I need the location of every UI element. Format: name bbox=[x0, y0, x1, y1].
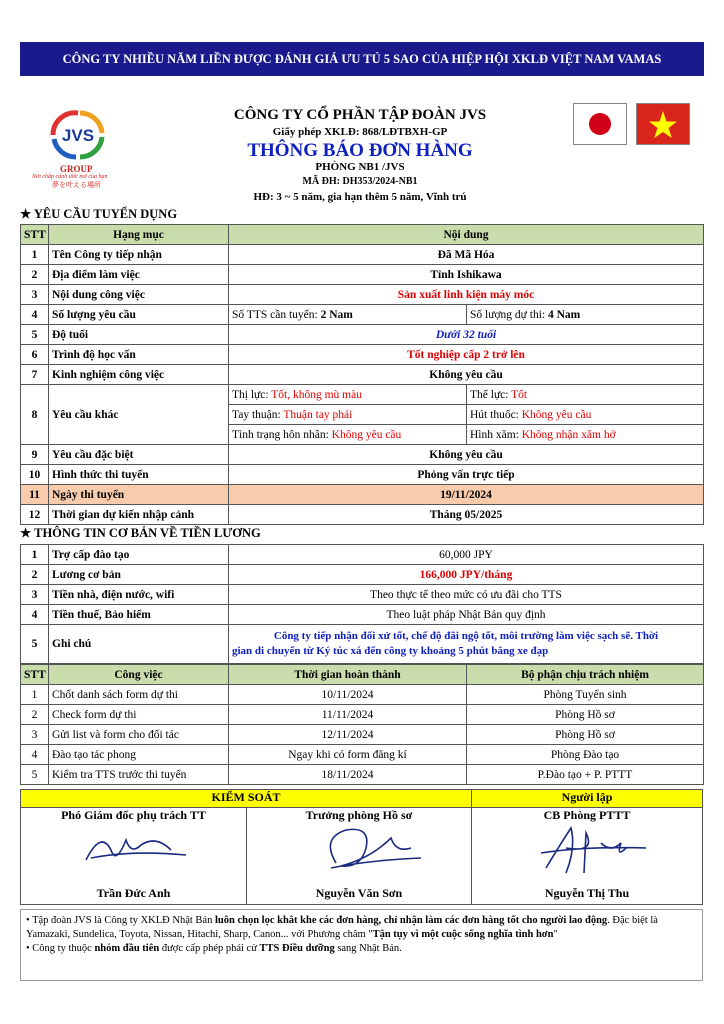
row-value: Không yêu cầu bbox=[229, 445, 704, 465]
row-number: 12 bbox=[21, 505, 49, 525]
row-number: 3 bbox=[21, 285, 49, 305]
contract-term: HĐ: 3 ~ 5 năm, gia hạn thêm 5 năm, Vĩnh trú bbox=[253, 191, 467, 203]
row-value: 19/11/2024 bbox=[229, 485, 704, 505]
candidates-count: Số lượng dự thi: 4 Nam bbox=[467, 305, 704, 325]
signature-block bbox=[20, 789, 703, 905]
task-department: Phòng Hồ sơ bbox=[467, 705, 704, 725]
table-row bbox=[21, 605, 704, 625]
note-2: • Công ty thuộc nhóm đầu tiên được cấp phép phái cử TTS Điều dưỡng sang Nhật Bản. bbox=[26, 943, 402, 954]
note-1: • Tập đoàn JVS là Công ty XKLĐ Nhật Bản luôn chọn lọc khắt khe các đơn hàng, chỉ nhận làm các đơn hàng tốt cho người lao động. Đặc biệt là Yamazaki, Sundelica, Toyota, Nissan, Hitachi, Sharp, Canon... với Phương châm "Tận tụy vì một cuộc sống nghĩa tình hơn" bbox=[26, 915, 658, 940]
row-number: 10 bbox=[21, 465, 49, 485]
col-stt: STT bbox=[21, 225, 49, 245]
row-value: 60,000 JPY bbox=[229, 545, 704, 565]
row-value: Sản xuất linh kiện máy móc bbox=[229, 285, 704, 305]
vietnam-flag-icon bbox=[636, 103, 690, 145]
section-recruitment-requirements: ★ YÊU CẦU TUYỂN DỤNG bbox=[20, 207, 178, 221]
table-row bbox=[21, 765, 704, 785]
table-row bbox=[21, 745, 704, 765]
row-number: 4 bbox=[21, 605, 49, 625]
task-department: P.Đào tạo + P. PTTT bbox=[467, 765, 704, 785]
document-title: THÔNG BÁO ĐƠN HÀNG bbox=[247, 140, 473, 161]
task-deadline: 11/11/2024 bbox=[229, 705, 467, 725]
task-deadline: 12/11/2024 bbox=[229, 725, 467, 745]
table-row bbox=[21, 545, 704, 565]
tattoo: Hình xăm: Không nhận xăm hở bbox=[467, 425, 704, 445]
row-label: Ghi chú bbox=[49, 625, 229, 664]
table-row bbox=[21, 325, 704, 345]
footer-notes bbox=[20, 909, 703, 981]
col-task: Công việc bbox=[49, 665, 229, 685]
table-row bbox=[21, 685, 704, 705]
row-value: Tháng 05/2025 bbox=[229, 505, 704, 525]
row-number: 6 bbox=[21, 345, 49, 365]
row-number: 5 bbox=[21, 765, 49, 785]
task-name: Chốt danh sách form dự thi bbox=[49, 685, 229, 705]
table-row bbox=[21, 445, 704, 465]
table-row bbox=[21, 345, 704, 365]
row-number: 1 bbox=[21, 245, 49, 265]
table-row bbox=[21, 585, 704, 605]
row-number: 1 bbox=[21, 545, 49, 565]
task-deadline: 18/11/2024 bbox=[229, 765, 467, 785]
svg-text:JVS: JVS bbox=[61, 126, 95, 145]
row-label: Trợ cấp đào tạo bbox=[49, 545, 229, 565]
row-number: 5 bbox=[21, 325, 49, 345]
table-row bbox=[21, 265, 704, 285]
row-label: Địa điểm làm việc bbox=[49, 265, 229, 285]
row-number: 5 bbox=[21, 625, 49, 664]
department: PHÒNG NB1 /JVS bbox=[315, 161, 405, 173]
table-row bbox=[21, 385, 704, 405]
col-category: Hạng mục bbox=[49, 225, 229, 245]
row-value: 166,000 JPY/tháng bbox=[229, 565, 704, 585]
row-number: 2 bbox=[21, 565, 49, 585]
row-value: Tỉnh Ishikawa bbox=[229, 265, 704, 285]
role-deputy-director: Phó Giám đốc phụ trách TT bbox=[61, 808, 206, 822]
task-name: Check form dự thi bbox=[49, 705, 229, 725]
col-stt: STT bbox=[21, 665, 49, 685]
notes-value: Công ty tiếp nhận đối xử tốt, chế độ đãi ngộ tốt, môi trường làm việc sạch sẽ. Thời gian di chuyển từ Ký túc xá đến công ty khoảng 5 phút bằng xe đạp bbox=[229, 625, 704, 664]
signer-name-3: Nguyễn Thị Thu bbox=[544, 886, 630, 900]
row-label: Kinh nghiệm công việc bbox=[49, 365, 229, 385]
row-label: Số lượng yêu cầu bbox=[49, 305, 229, 325]
row-label: Ngày thi tuyển bbox=[49, 485, 229, 505]
recruitment-table bbox=[20, 224, 704, 525]
license-number: Giấy phép XKLĐ: 868/LĐTBXH-GP bbox=[272, 126, 448, 138]
row-label: Yêu cầu khác bbox=[49, 385, 229, 445]
logo-japanese-slogan: 夢を叶える場所 bbox=[52, 181, 101, 189]
role-records-head: Trưởng phòng Hồ sơ bbox=[305, 808, 413, 822]
row-label: Tên Công ty tiếp nhận bbox=[49, 245, 229, 265]
signature-2-icon bbox=[301, 818, 431, 880]
table-row bbox=[21, 565, 704, 585]
table-row bbox=[21, 305, 704, 325]
japan-flag-icon bbox=[573, 103, 627, 145]
section-salary-info: ★ THÔNG TIN CƠ BẢN VỀ TIỀN LƯƠNG bbox=[20, 526, 261, 540]
row-value: Đã Mã Hóa bbox=[229, 245, 704, 265]
row-label: Hình thức thi tuyển bbox=[49, 465, 229, 485]
signer-name-1: Trần Đức Anh bbox=[96, 886, 171, 900]
row-label: Độ tuổi bbox=[49, 325, 229, 345]
row-number: 9 bbox=[21, 445, 49, 465]
table-row bbox=[21, 285, 704, 305]
row-value: Theo thực tế theo mức có ưu đãi cho TTS bbox=[229, 585, 704, 605]
creator-label: Người lập bbox=[472, 790, 702, 808]
row-number: 2 bbox=[21, 705, 49, 725]
task-name: Đào tạo tác phong bbox=[49, 745, 229, 765]
table-row bbox=[21, 465, 704, 485]
task-department: Phòng Hồ sơ bbox=[467, 725, 704, 745]
table-row bbox=[21, 245, 704, 265]
task-name: Kiểm tra TTS trước thi tuyển bbox=[49, 765, 229, 785]
top-banner: CÔNG TY NHIỀU NĂM LIỀN ĐƯỢC ĐÁNH GIÁ ƯU TÚ 5 SAO CỦA HIỆP HỘI XKLĐ VIỆT NAM VAMAS bbox=[20, 42, 704, 76]
table-row bbox=[21, 625, 704, 664]
logo-ring-icon bbox=[28, 105, 128, 165]
row-number: 3 bbox=[21, 725, 49, 745]
trainees-needed: Số TTS cần tuyển: 2 Nam bbox=[229, 305, 467, 325]
row-value: Dưới 32 tuổi bbox=[229, 325, 704, 345]
order-code: MÃ ĐH: DH353/2024-NB1 bbox=[302, 176, 418, 187]
row-label: Yêu cầu đặc biệt bbox=[49, 445, 229, 465]
marital-status: Tình trạng hôn nhân: Không yêu cầu bbox=[229, 425, 467, 445]
row-label: Nội dung công việc bbox=[49, 285, 229, 305]
table-row bbox=[21, 485, 704, 505]
table-header bbox=[21, 665, 704, 685]
logo-group-label: GROUP bbox=[60, 164, 93, 174]
role-staff: CB Phòng PTTT bbox=[543, 808, 631, 822]
signature-1-icon bbox=[71, 820, 201, 880]
row-number: 8 bbox=[21, 385, 49, 445]
row-number: 7 bbox=[21, 365, 49, 385]
handedness: Tay thuận: Thuận tay phải bbox=[229, 405, 467, 425]
row-label: Thời gian dự kiến nhập cảnh bbox=[49, 505, 229, 525]
signature-3-icon bbox=[526, 818, 656, 880]
company-name: CÔNG TY CỔ PHẦN TẬP ĐOÀN JVS bbox=[233, 107, 487, 123]
jvs-logo bbox=[28, 105, 128, 195]
task-deadline: 10/11/2024 bbox=[229, 685, 467, 705]
task-name: Gửi list và form cho đối tác bbox=[49, 725, 229, 745]
row-value: Theo luật pháp Nhật Bản quy định bbox=[229, 605, 704, 625]
control-label: KIỂM SOÁT bbox=[21, 790, 472, 808]
table-row bbox=[21, 505, 704, 525]
row-number: 1 bbox=[21, 685, 49, 705]
row-label: Tiền thuế, Bảo hiểm bbox=[49, 605, 229, 625]
logo-slogan: Nơi chắp cánh ước mơ của bạn bbox=[32, 174, 108, 180]
task-deadline: Ngay khi có form đăng kí bbox=[229, 745, 467, 765]
task-department: Phòng Tuyển sinh bbox=[467, 685, 704, 705]
row-number: 2 bbox=[21, 265, 49, 285]
table-row bbox=[21, 365, 704, 385]
col-responsible: Bộ phận chịu trách nhiệm bbox=[467, 665, 704, 685]
row-label: Trình độ học vấn bbox=[49, 345, 229, 365]
table-row bbox=[21, 725, 704, 745]
table-row bbox=[21, 705, 704, 725]
task-department: Phòng Đào tạo bbox=[467, 745, 704, 765]
row-number: 4 bbox=[21, 305, 49, 325]
row-value: Phỏng vấn trực tiếp bbox=[229, 465, 704, 485]
row-label: Tiền nhà, điện nước, wifi bbox=[49, 585, 229, 605]
row-label: Lương cơ bản bbox=[49, 565, 229, 585]
row-number: 11 bbox=[21, 485, 49, 505]
signer-name-2: Nguyễn Văn Sơn bbox=[315, 886, 403, 900]
table-header bbox=[21, 225, 704, 245]
row-number: 3 bbox=[21, 585, 49, 605]
eyesight: Thị lực: Tốt, không mù màu bbox=[229, 385, 467, 405]
row-value: Tốt nghiệp cấp 2 trở lên bbox=[229, 345, 704, 365]
smoking: Hút thuốc: Không yêu cầu bbox=[467, 405, 704, 425]
row-value: Không yêu cầu bbox=[229, 365, 704, 385]
col-content: Nội dung bbox=[229, 225, 704, 245]
col-deadline: Thời gian hoàn thành bbox=[229, 665, 467, 685]
salary-table bbox=[20, 544, 704, 664]
fitness: Thể lực: Tốt bbox=[467, 385, 704, 405]
row-number: 4 bbox=[21, 745, 49, 765]
tasks-table bbox=[20, 664, 704, 785]
